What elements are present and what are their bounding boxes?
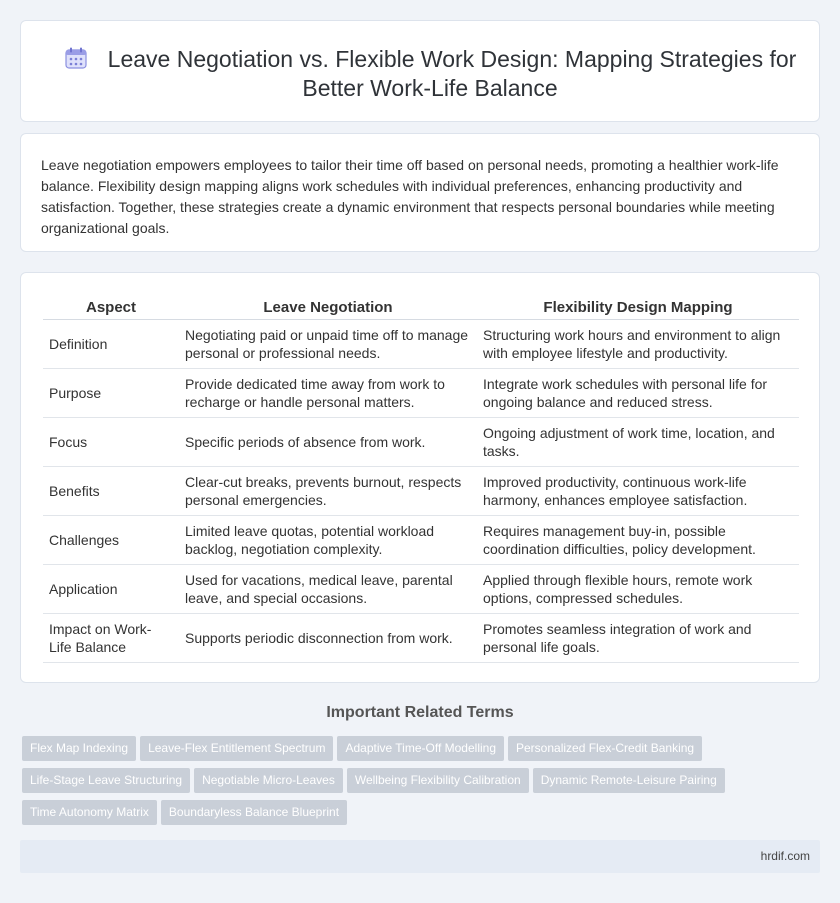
aspect-cell: Impact on Work-Life Balance bbox=[43, 613, 179, 662]
flexibility-design-cell: Requires management buy-in, possible coordination difficulties, policy development. bbox=[477, 515, 799, 564]
table-row bbox=[43, 466, 799, 515]
term-row bbox=[22, 736, 802, 768]
page-title bbox=[61, 45, 799, 103]
intro-card bbox=[20, 133, 820, 252]
leave-negotiation-cell: Clear-cut breaks, prevents burnout, respects personal emergencies. bbox=[179, 466, 477, 515]
footer bbox=[20, 840, 820, 873]
leave-negotiation-cell: Used for vacations, medical leave, parental leave, and special occasions. bbox=[179, 564, 477, 613]
related-terms-heading: Important Related Terms bbox=[326, 704, 514, 721]
comparison-table bbox=[43, 297, 799, 663]
leave-negotiation-cell: Specific periods of absence from work. bbox=[179, 417, 477, 466]
flexibility-design-cell: Applied through flexible hours, remote work options, compressed schedules. bbox=[477, 564, 799, 613]
calendar-icon bbox=[64, 46, 88, 70]
term-tag[interactable]: Flex Map Indexing bbox=[22, 736, 136, 761]
table-row bbox=[43, 417, 799, 466]
intro-paragraph: Leave negotiation empowers employees to tailor their time off based on personal needs, promoting a healthier work-life balance. Flexibility design mapping aligns work schedules with individual preferences, enhancing productivity and satisfaction. Together, these strategies create a dynamic environment that respects personal boundaries while meeting organizational goals. bbox=[41, 157, 779, 236]
term-tag[interactable]: Leave-Flex Entitlement Spectrum bbox=[140, 736, 333, 761]
page-title-text: Leave Negotiation vs. Flexible Work Design: Mapping Strategies for Better Work-Life Balance bbox=[107, 46, 797, 101]
term-tag[interactable]: Negotiable Micro-Leaves bbox=[194, 768, 343, 793]
term-tag[interactable]: Life-Stage Leave Structuring bbox=[22, 768, 190, 793]
aspect-cell: Application bbox=[43, 564, 179, 613]
column-header-flexibility-design: Flexibility Design Mapping bbox=[477, 297, 799, 319]
aspect-cell: Challenges bbox=[43, 515, 179, 564]
aspect-cell: Benefits bbox=[43, 466, 179, 515]
term-tag[interactable]: Time Autonomy Matrix bbox=[22, 800, 157, 825]
header-card bbox=[20, 20, 820, 122]
leave-negotiation-cell: Negotiating paid or unpaid time off to manage personal or professional needs. bbox=[179, 319, 477, 368]
title-wrap bbox=[61, 45, 799, 103]
table-row bbox=[43, 319, 799, 368]
aspect-cell: Definition bbox=[43, 319, 179, 368]
term-tag[interactable]: Personalized Flex-Credit Banking bbox=[508, 736, 702, 761]
flexibility-design-cell: Ongoing adjustment of work time, location, and tasks. bbox=[477, 417, 799, 466]
leave-negotiation-cell: Supports periodic disconnection from work. bbox=[179, 613, 477, 662]
flexibility-design-cell: Integrate work schedules with personal life for ongoing balance and reduced stress. bbox=[477, 368, 799, 417]
footer-domain[interactable]: hrdif.com bbox=[760, 849, 810, 863]
table-header-row bbox=[43, 297, 799, 319]
leave-negotiation-cell: Limited leave quotas, potential workload backlog, negotiation complexity. bbox=[179, 515, 477, 564]
table-row bbox=[43, 613, 799, 662]
table-row bbox=[43, 564, 799, 613]
term-row bbox=[22, 768, 802, 800]
aspect-cell: Focus bbox=[43, 417, 179, 466]
leave-negotiation-cell: Provide dedicated time away from work to recharge or handle personal matters. bbox=[179, 368, 477, 417]
term-tag[interactable]: Adaptive Time-Off Modelling bbox=[337, 736, 504, 761]
table-row bbox=[43, 515, 799, 564]
aspect-cell: Purpose bbox=[43, 368, 179, 417]
table-row bbox=[43, 368, 799, 417]
table-card bbox=[20, 272, 820, 683]
term-tag[interactable]: Wellbeing Flexibility Calibration bbox=[347, 768, 529, 793]
term-tag[interactable]: Dynamic Remote-Leisure Pairing bbox=[533, 768, 725, 793]
related-terms-list bbox=[22, 736, 802, 832]
column-header-leave-negotiation: Leave Negotiation bbox=[179, 297, 477, 319]
term-tag[interactable]: Boundaryless Balance Blueprint bbox=[161, 800, 347, 825]
column-header-aspect: Aspect bbox=[43, 297, 179, 319]
flexibility-design-cell: Structuring work hours and environment to align with employee lifestyle and productivity. bbox=[477, 319, 799, 368]
term-row bbox=[22, 800, 802, 832]
flexibility-design-cell: Promotes seamless integration of work and personal life goals. bbox=[477, 613, 799, 662]
flexibility-design-cell: Improved productivity, continuous work-life harmony, enhances employee satisfaction. bbox=[477, 466, 799, 515]
